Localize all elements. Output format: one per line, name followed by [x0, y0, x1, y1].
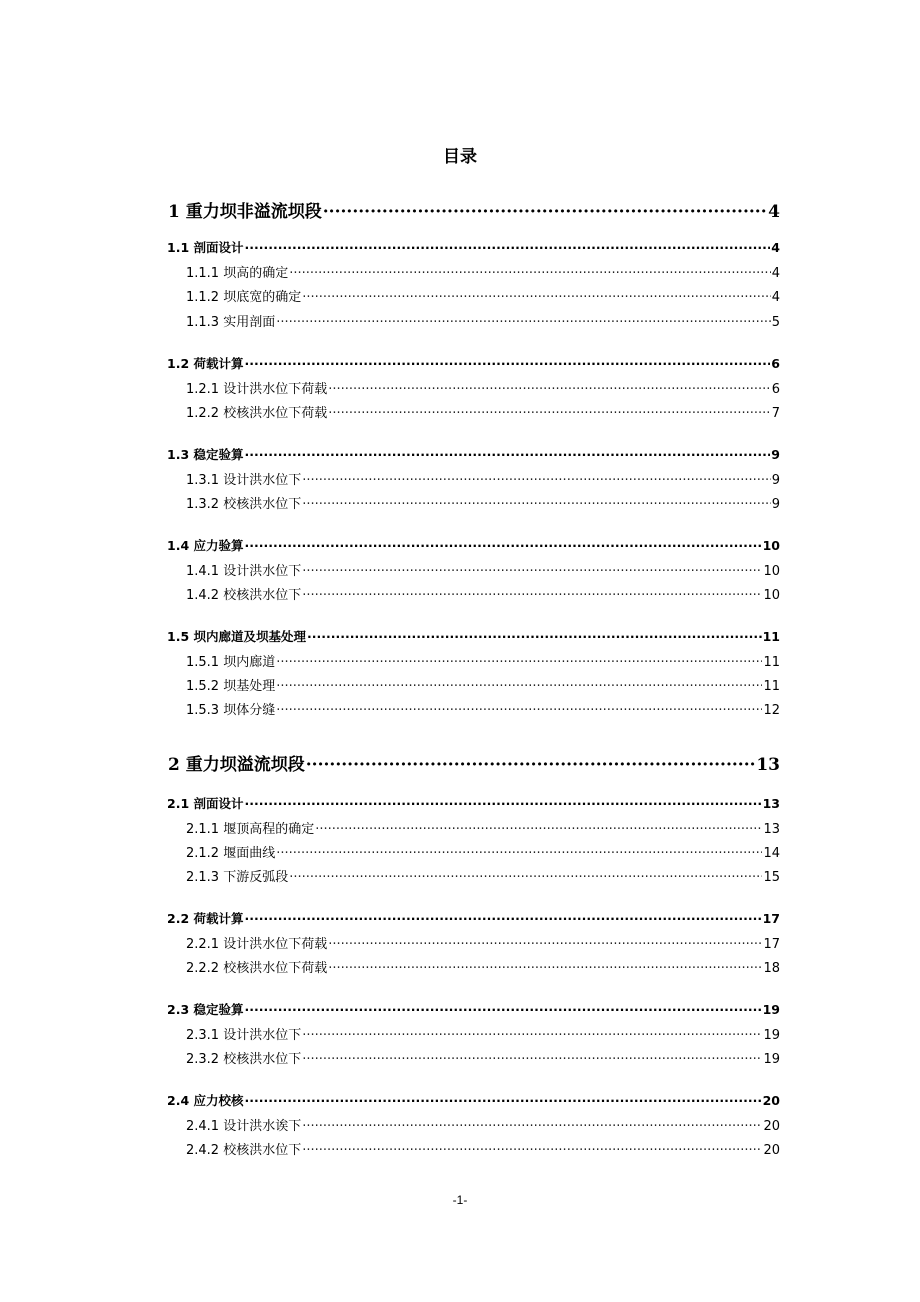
dot-leader	[302, 290, 771, 305]
toc-subsection[interactable]	[186, 1115, 780, 1134]
dot-leader	[245, 240, 771, 255]
toc-entry-label: 2.1 剖面设计	[167, 796, 244, 811]
toc-entry-label: 1.1.3 实用剖面	[186, 315, 276, 330]
toc-page-number: 20	[763, 1143, 780, 1158]
dot-leader	[307, 629, 762, 644]
toc-subsection[interactable]	[186, 842, 780, 861]
toc-page-number: 14	[763, 846, 780, 861]
toc-entry-label: 1.5.1 坝内廊道	[186, 655, 276, 670]
toc-page-number: 4	[768, 202, 780, 222]
toc-page-number: 6	[771, 356, 780, 371]
toc-entry-label: 1.2 荷载计算	[167, 356, 244, 371]
dot-leader	[276, 679, 762, 694]
toc-page-number: 7	[771, 406, 780, 421]
toc-subsection[interactable]	[186, 493, 780, 512]
toc-page-number: 13	[762, 796, 780, 811]
toc-entry-label: 1.1 剖面设计	[167, 240, 244, 255]
dot-leader	[323, 202, 767, 222]
dot-leader	[302, 1143, 762, 1158]
toc-page-number: 10	[762, 538, 780, 553]
toc-page-number: 18	[763, 961, 780, 976]
toc-subsection[interactable]	[186, 699, 780, 718]
toc-entry-label: 2.2 荷载计算	[167, 911, 244, 926]
page-number: -1-	[452, 1193, 468, 1207]
toc-subsection[interactable]	[186, 286, 780, 305]
toc-subsection[interactable]	[186, 584, 780, 603]
dot-leader	[289, 870, 762, 885]
toc-page-number: 17	[762, 911, 780, 926]
toc-page-number: 6	[771, 382, 780, 397]
toc-page-number: 4	[771, 290, 780, 305]
toc-page-number: 10	[763, 588, 780, 603]
toc-page-number: 10	[763, 564, 780, 579]
dot-leader	[302, 1052, 762, 1067]
toc-subsection[interactable]	[186, 262, 780, 281]
toc-section[interactable]	[167, 1091, 780, 1109]
toc-page-number: 9	[771, 473, 780, 488]
toc-subsection[interactable]	[186, 818, 780, 837]
dot-leader	[328, 406, 771, 421]
toc-entry-label: 2.1.3 下游反弧段	[186, 870, 289, 885]
toc-entry-label: 1.3.1 设计洪水位下	[186, 473, 302, 488]
dot-leader	[302, 473, 771, 488]
toc-page-number: 17	[763, 937, 780, 952]
toc-page-number: 19	[763, 1028, 780, 1043]
dot-leader	[245, 1002, 762, 1017]
toc-subsection[interactable]	[186, 378, 780, 397]
toc-page-number: 20	[762, 1093, 780, 1108]
dot-leader	[328, 937, 762, 952]
toc-subsection[interactable]	[186, 560, 780, 579]
toc-page-number: 19	[763, 1052, 780, 1067]
toc-section[interactable]	[167, 1000, 780, 1018]
toc-chapter[interactable]	[168, 750, 780, 775]
toc-entry-label: 1.1.2 坝底宽的确定	[186, 290, 302, 305]
toc-page-number: 11	[763, 679, 780, 694]
dot-leader	[315, 822, 762, 837]
toc-entry-label: 1.4.1 设计洪水位下	[186, 564, 302, 579]
dot-leader	[302, 1119, 762, 1134]
toc-entry-label: 2.4.1 设计洪水诶下	[186, 1119, 302, 1134]
toc-section[interactable]	[167, 238, 780, 256]
toc-section[interactable]	[167, 909, 780, 927]
dot-leader	[276, 655, 762, 670]
toc-section[interactable]	[167, 354, 780, 372]
toc-page-number: 11	[763, 655, 780, 670]
toc-entry-label: 2.1.2 堰面曲线	[186, 846, 276, 861]
toc-page-number: 9	[771, 497, 780, 512]
dot-leader	[245, 447, 771, 462]
toc-entry-label: 1 重力坝非溢流坝段	[168, 202, 322, 222]
toc-entry-label: 1.3.2 校核洪水位下	[186, 497, 302, 512]
toc-entry-label: 2.2.1 设计洪水位下荷载	[186, 937, 328, 952]
toc-entry-label: 1.5 坝内廊道及坝基处理	[167, 629, 306, 644]
toc-entry-label: 1.4 应力验算	[167, 538, 244, 553]
toc-subsection[interactable]	[186, 1024, 780, 1043]
toc-subsection[interactable]	[186, 651, 780, 670]
toc-subsection[interactable]	[186, 1048, 780, 1067]
dot-leader	[328, 961, 762, 976]
toc-section[interactable]	[167, 445, 780, 463]
dot-leader	[245, 796, 762, 811]
toc-entry-label: 2.3.1 设计洪水位下	[186, 1028, 302, 1043]
dot-leader	[302, 1028, 762, 1043]
dot-leader	[245, 538, 762, 553]
dot-leader	[328, 382, 771, 397]
toc-subsection[interactable]	[186, 311, 780, 330]
toc-entry-label: 2.4 应力校核	[167, 1093, 244, 1108]
toc-entry-label: 2.1.1 堰顶高程的确定	[186, 822, 315, 837]
toc-entry-label: 2.4.2 校核洪水位下	[186, 1143, 302, 1158]
page-title: 目录	[443, 147, 477, 167]
dot-leader	[276, 315, 771, 330]
toc-entry-label: 1.2.1 设计洪水位下荷载	[186, 382, 328, 397]
toc-subsection[interactable]	[186, 933, 780, 952]
dot-leader	[245, 356, 771, 371]
toc-entry-label: 2.3.2 校核洪水位下	[186, 1052, 302, 1067]
toc-entry-label: 1.1.1 坝高的确定	[186, 266, 289, 281]
dot-leader	[302, 588, 762, 603]
dot-leader	[302, 564, 762, 579]
toc-subsection[interactable]	[186, 402, 780, 421]
dot-leader	[245, 1093, 762, 1108]
toc-entry-label: 1.2.2 校核洪水位下荷载	[186, 406, 328, 421]
toc-section[interactable]	[167, 627, 780, 645]
toc-page-number: 13	[763, 822, 780, 837]
toc-page-number: 4	[771, 266, 780, 281]
toc-entry-label: 2 重力坝溢流坝段	[168, 755, 305, 775]
toc-page-number: 19	[762, 1002, 780, 1017]
toc-entry-label: 1.5.3 坝体分缝	[186, 703, 276, 718]
toc-subsection[interactable]	[186, 1139, 780, 1158]
toc-entry-label: 2.3 稳定验算	[167, 1002, 244, 1017]
toc-page-number: 12	[763, 703, 780, 718]
toc-subsection[interactable]	[186, 866, 780, 885]
dot-leader	[245, 911, 762, 926]
dot-leader	[276, 846, 762, 861]
toc-chapter[interactable]	[168, 197, 780, 222]
toc-subsection[interactable]	[186, 675, 780, 694]
toc-section[interactable]	[167, 536, 780, 554]
dot-leader	[302, 497, 771, 512]
toc-subsection[interactable]	[186, 957, 780, 976]
toc-entry-label: 1.3 稳定验算	[167, 447, 244, 462]
toc-page-number: 11	[762, 629, 780, 644]
toc-subsection[interactable]	[186, 469, 780, 488]
toc-page-number: 4	[771, 240, 780, 255]
toc-entry-label: 1.4.2 校核洪水位下	[186, 588, 302, 603]
toc-page-number: 5	[771, 315, 780, 330]
toc-page-number: 20	[763, 1119, 780, 1134]
toc-entry-label: 1.5.2 坝基处理	[186, 679, 276, 694]
toc-page-number: 15	[763, 870, 780, 885]
dot-leader	[289, 266, 771, 281]
dot-leader	[306, 755, 756, 775]
toc-page-number: 9	[771, 447, 780, 462]
dot-leader	[276, 703, 762, 718]
toc-section[interactable]	[167, 794, 780, 812]
toc-page-number: 13	[756, 755, 780, 775]
toc-entry-label: 2.2.2 校核洪水位下荷载	[186, 961, 328, 976]
